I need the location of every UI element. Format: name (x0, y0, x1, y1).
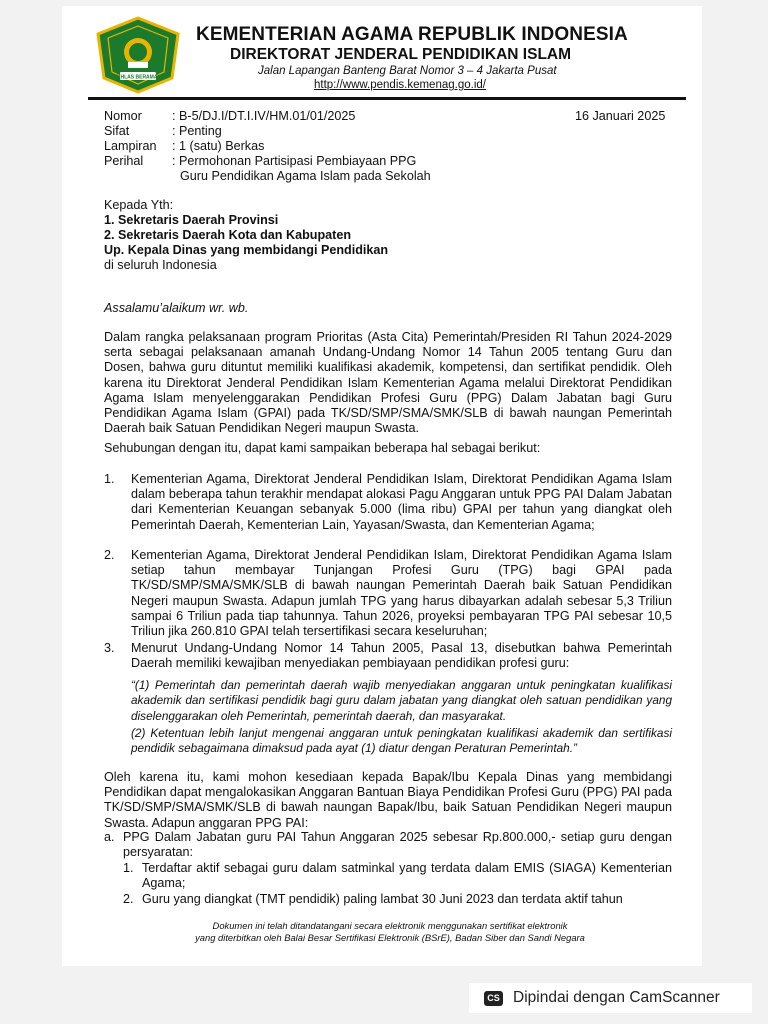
requirement-item (123, 892, 672, 907)
meta-value: : B-5/DJ.I/DT.I.IV/HM.01/01/2025 (172, 109, 356, 123)
meta-label: Perihal (104, 154, 144, 168)
list-number: 2. (104, 548, 115, 562)
addressee-line: 1. Sekretaris Daerah Provinsi (104, 213, 279, 227)
website-link[interactable]: http://www.pendis.kemenag.go.id/ (314, 79, 486, 91)
meta-label-empty (104, 169, 172, 184)
meta-value: : Penting (172, 124, 222, 138)
budget-item-a (104, 830, 672, 860)
paragraph-intro: Dalam rangka pelaksanaan program Prioritas (Asta Cita) Pemerintah/Presiden RI Tahun 2024-2029 serta sebagai pelaksanaan amanah Undang-Undang Nomor 14 Tahun 2005 tentang Guru dan Dosen, bahwa guru dituntut memiliki kualifikasi akademik, kompetensi, dan sertifikat pendidik. Oleh karena itu Direktorat Jenderal Pendidikan Islam Kementerian Agama melalui Direktorat Pendidikan Agama Islam menyelenggarakan Pendidikan Profesi Guru (PPG) Dalam Jabatan bagi Guru Pendidikan Agama Islam (GPAI) pada TK/SD/SMP/SMA/SMK/SLB di bawah naungan Pemerintah Daerah baik Satuan Pendidikan Negeri maupun Swasta. (104, 330, 672, 436)
footer-line: yang diterbitkan oleh Balai Besar Sertifikasi Elektronik (BSrE), Badan Siber dan Sandi Negara (195, 932, 585, 943)
list-text: Kementerian Agama, Direktorat Jenderal Pendidikan Islam, Direktorat Pendidikan Agama Islam setiap tahun membayar Tunjangan Profesi Guru (TPG) bagi GPAI pada TK/SD/SMP/SMA/SMK/SLB di bawah naungan Pemerintah Daerah baik Satuan Pendidikan Negeri maupun Swasta. Adapun jumlah TPG yang harus dibayarkan adalah sebesar 5,3 Triliun sampai 6 Triliun pada tiap tahunnya. Tahun 2026, proyeksi pembayaran TPG PAI sebesar 10,5 Triliun jika 260.810 GPAI telah tersertifikasi secara keseluruhan; (131, 548, 672, 639)
addressee-line: di seluruh Indonesia (104, 258, 217, 272)
requirement-number: 2. (123, 892, 134, 906)
e-signature-note (110, 920, 670, 944)
kemenag-logo (92, 16, 184, 94)
ministry-name: KEMENTERIAN AGAMA REPUBLIK INDONESIA (196, 24, 628, 45)
camscanner-watermark (469, 983, 752, 1013)
meta-value: Guru Pendidikan Agama Islam pada Sekolah (180, 169, 431, 183)
letter-date: 16 Januari 2025 (575, 109, 666, 123)
meta-row-sifat (104, 124, 431, 139)
requirement-text: Guru yang diangkat (TMT pendidik) paling lambat 30 Juni 2023 dan terdata aktif tahun (142, 892, 623, 906)
meta-row-lampiran (104, 139, 431, 154)
camscanner-text: Dipindai dengan CamScanner (513, 989, 720, 1006)
list-item (104, 548, 672, 639)
meta-label: Lampiran (104, 139, 157, 153)
letterhead-divider (88, 97, 686, 100)
list-number: 1. (104, 472, 115, 486)
meta-row-perihal-cont (104, 169, 431, 184)
ministry-address: Jalan Lapangan Banteng Barat Nomor 3 – 4 Jakarta Pusat (258, 65, 557, 77)
requirement-number: 1. (123, 861, 134, 875)
paragraph-request: Oleh karena itu, kami mohon kesediaan kepada Bapak/Ibu Kepala Dinas yang membidangi Pendidikan dapat mengalokasikan Anggaran Bantuan Biaya Pendidikan Profesi Guru (PPG) PAI pada TK/SD/SMP/SMA/SMK/SLB di bawah naungan Bapak/Ibu, baik Satuan Pendidikan Negeri maupun Swasta. Adapun anggaran PPG PAI: (104, 770, 672, 830)
list-text: Kementerian Agama, Direktorat Jenderal Pendidikan Islam, Direktorat Pendidikan Agama Islam dalam beberapa tahun terakhir mendapat alokasi Pagu Anggaran untuk PPG PAI Dalam Jabatan dari Kementerian Keuangan sebanyak 5.000 (lima ribu) GPAI per tahun yang diangkat oleh Pemerintah Daerah, Kementerian Lain, Yayasan/Swasta, dan Kementerian Agama; (131, 472, 672, 532)
list-item (104, 641, 672, 671)
logo-motto: IKHLAS BERAMAL (115, 74, 161, 81)
sub-label: a. (104, 830, 115, 844)
camscanner-icon: CS (484, 991, 503, 1006)
directorate-name: DIREKTORAT JENDERAL PENDIDIKAN ISLAM (230, 46, 572, 63)
addressee-block (104, 198, 388, 273)
list-item (104, 472, 672, 533)
footer-line: Dokumen ini telah ditandatangani secara elektronik menggunakan sertifikat elektronik (212, 920, 568, 931)
letter-meta (104, 109, 431, 184)
law-quote-1: “(1) Pemerintah dan pemerintah daerah wajib menyediakan anggaran untuk peningkatan kualifikasi akademik dan sertifikasi pendidik bagi guru dalam jabatan yang diangkat oleh satuan pendidikan yang diselenggarakan oleh Pemerintah, pemerintah daerah, dan masyarakat. (131, 678, 672, 723)
meta-row-nomor (104, 109, 431, 124)
meta-row-perihal (104, 154, 431, 169)
greeting: Assalamu’alaikum wr. wb. (104, 301, 249, 315)
meta-value: : 1 (satu) Berkas (172, 139, 265, 153)
requirement-text: Terdaftar aktif sebagai guru dalam satminkal yang terdata dalam EMIS (SIAGA) Kementerian Agama; (142, 861, 672, 891)
addressee-intro: Kepada Yth: (104, 198, 174, 212)
requirement-item (123, 861, 672, 891)
meta-label: Sifat (104, 124, 130, 138)
meta-value: : Permohonan Partisipasi Pembiayaan PPG (172, 154, 417, 168)
list-text: Menurut Undang-Undang Nomor 14 Tahun 2005, Pasal 13, disebutkan bahwa Pemerintah Daerah memiliki kewajiban menyediakan pembiayaan pendidikan profesi guru: (131, 641, 672, 671)
addressee-line: Up. Kepala Dinas yang membidangi Pendidikan (104, 243, 389, 257)
meta-label: Nomor (104, 109, 142, 123)
list-number: 3. (104, 641, 115, 655)
addressee-line: 2. Sekretaris Daerah Kota dan Kabupaten (104, 228, 352, 242)
law-quote-2: (2) Ketentuan lebih lanjut mengenai anggaran untuk peningkatan kualifikasi akademik dan sertifikasi pendidik sebagaimana dimaksud pada ayat (1) diatur dengan Peraturan Pemerintah.” (131, 726, 672, 756)
sub-text: PPG Dalam Jabatan guru PAI Tahun Anggaran 2025 sebesar Rp.800.000,- setiap guru dengan persyaratan: (123, 830, 672, 860)
paragraph-lead: Sehubungan dengan itu, dapat kami sampaikan beberapa hal sebagai berikut: (104, 441, 541, 455)
